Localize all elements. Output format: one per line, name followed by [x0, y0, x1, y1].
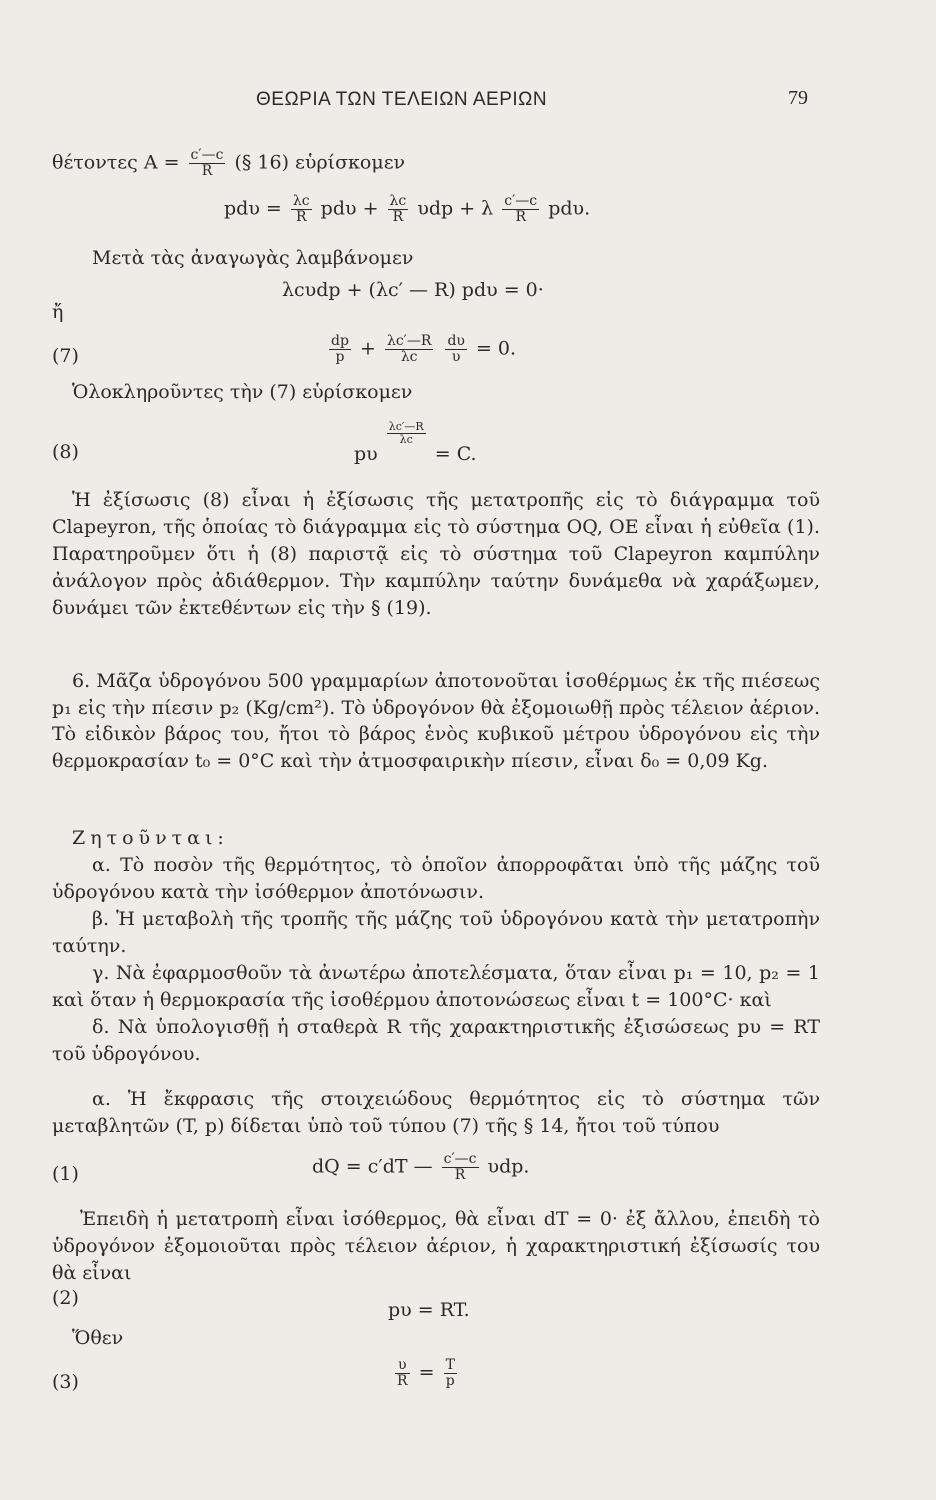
fraction	[445, 334, 466, 365]
equation-line	[224, 194, 590, 225]
text: pdυ =	[224, 197, 282, 220]
fraction	[442, 1152, 479, 1183]
exponent-fraction	[387, 421, 426, 446]
text: = 0.	[475, 337, 517, 360]
denominator: R	[397, 1373, 408, 1389]
denominator: λc	[400, 349, 418, 365]
numerator: dυ	[447, 333, 465, 349]
fraction	[444, 1358, 457, 1389]
text-line: Ὁλοκληροῦντες τὴν (7) εὑρίσκομεν	[72, 381, 413, 403]
numerator: λc	[292, 193, 310, 209]
question-d: δ. Νὰ ὑπολογισθῇ ἡ σταθερὰ R τῆς χαρακτηριστικῆς ἐξισώσεως pυ = RT τοῦ ὑδρογόνου.	[52, 1016, 820, 1065]
equation-number: (8)	[52, 441, 79, 463]
equation-number: (7)	[52, 345, 79, 367]
numerator: c′—c	[190, 147, 224, 163]
denominator: p	[335, 349, 345, 365]
text: θέτοντες A =	[52, 151, 180, 174]
equation-line	[354, 419, 477, 465]
denominator: p	[445, 1373, 455, 1389]
text: pdυ +	[320, 197, 379, 220]
section-label: Ζητοῦνται:	[72, 827, 229, 849]
text: pυ	[354, 443, 378, 465]
text: +	[359, 337, 376, 360]
text: (§ 16) εὑρίσκομεν	[234, 151, 406, 174]
page-number: 79	[788, 87, 808, 109]
text: = C.	[434, 443, 477, 465]
denominator: R	[392, 209, 404, 225]
numerator: c′—c	[443, 1151, 477, 1167]
fraction	[329, 334, 351, 365]
equation-line: pυ = RT.	[388, 1299, 470, 1321]
fraction	[385, 334, 433, 365]
denominator: R	[295, 209, 307, 225]
paragraph: Ἡ ἐξίσωσις (8) εἶναι ἡ ἐξίσωσις τῆς μετατροπῆς εἰς τὸ διάγραμμα τοῦ Clapeyron, τῆς ὁποίας τὸ διάγραμμα εἰς τὸ σύστημα OQ, OE εἶναι ἡ εὐθεῖα (1). Παρατηροῦμεν ὅτι ἡ (8) παριστᾷ εἰς τὸ σύστημα τοῦ Clapeyron καμπύλην ἀνάλογον πρὸς ἀδιάθερμον. Τὴν καμπύλην ταύτην δυνάμεθα νὰ χαράξωμεν, δυνάμει τῶν ἐκτεθέντων εἰς τὴν § (19).	[52, 489, 820, 619]
equation-line	[392, 1358, 460, 1389]
fraction	[291, 194, 312, 225]
equation-number: (3)	[52, 1371, 79, 1393]
fraction	[189, 148, 226, 179]
text: pdυ.	[548, 197, 591, 220]
numerator: λc′—R	[386, 333, 432, 349]
denominator: υ	[451, 349, 461, 365]
numerator: λc′—R	[388, 419, 424, 433]
fraction	[502, 194, 539, 225]
equation-line	[326, 334, 516, 365]
equation-number: (1)	[52, 1163, 79, 1185]
text: =	[418, 1361, 435, 1384]
fraction	[388, 194, 409, 225]
paragraph: Ἐπειδὴ ἡ μετατροπὴ εἶναι ἰσόθερμος, θὰ εἶναι dT = 0· ἐξ ἄλλου, ἐπειδὴ τὸ ὑδρογόνον ἐξομοιοῦται πρὸς τέλειον ἀέριον, ἡ χαρακτηριστική ἐξίσωσίς του θὰ εἶναι	[52, 1208, 820, 1284]
question-c: γ. Νὰ ἐφαρμοσθοῦν τὰ ἀνωτέρω ἀποτελέσματα, ὅταν εἶναι p₁ = 10, p₂ = 1 καὶ ὅταν ἡ θερμοκρασία τῆς ἰσοθέρμου ἀποτονώσεως εἶναι t = 100°C· καὶ	[52, 962, 820, 1011]
numerator: T	[445, 1357, 455, 1373]
text: dQ = c′dT —	[312, 1155, 433, 1178]
paragraph: 6. Μᾶζα ὑδρογόνου 500 γραμμαρίων ἀποτονοῦται ἰσοθέρμως ἐκ τῆς πιέσεως p₁ εἰς τὴν πίεσιν p₂ (Kg/cm²). Τὸ ὑδρογόνον θὰ ἐξομοιωθῇ πρὸς τέλειον ἀέριον. Τὸ εἰδικὸν βάρος του, ἤτοι τὸ βάρος ἑνὸς κυβικοῦ μέτρου ὑδρογόνου εἰς τὴν θερμοκρασίαν t₀ = 0°C καὶ τὴν ἀτμοσφαιρικὴν πίεσιν, εἶναι δ₀ = 0,09 Kg.	[52, 670, 820, 772]
equation-number: (2)	[52, 1287, 79, 1309]
denominator: R	[454, 1167, 466, 1183]
fraction	[395, 1358, 410, 1389]
text: υdp.	[487, 1155, 530, 1178]
denominator: R	[201, 163, 213, 179]
answer-a: α. Ἡ ἔκφρασις τῆς στοιχειώδους θερμότητος εἰς τὸ σύστημα τῶν μεταβλητῶν (T, p) δίδεται ὑπὸ τοῦ τύπου (7) τῆς § 14, ἤτοι τοῦ τύπου	[52, 1088, 820, 1137]
question-b: β. Ἡ μεταβολὴ τῆς τροπῆς τῆς μάζης τοῦ ὑδρογόνου κατὰ τὴν μετατροπὴν ταύτην.	[52, 908, 820, 957]
numerator: c′—c	[504, 193, 538, 209]
denominator: R	[515, 209, 526, 225]
numerator: dp	[331, 333, 349, 349]
text-line: Μετὰ τὰς ἀναγωγὰς λαμβάνομεν	[92, 247, 414, 269]
numerator: υ	[395, 1358, 410, 1374]
question-a: α. Τὸ ποσὸν τῆς θερμότητος, τὸ ὁποῖον ἀπορροφᾶται ὑπὸ τῆς μάζης τοῦ ὑδρογόνου κατὰ τὴν ἰσόθερμον ἀποτόνωσιν.	[52, 854, 820, 903]
numerator: λc	[389, 193, 407, 209]
equation-line: λcυdp + (λc′ — R) pdυ = 0·	[282, 279, 544, 301]
text: υdp + λ	[417, 197, 494, 220]
text-line	[52, 148, 405, 179]
equation-line	[312, 1152, 529, 1183]
text-line: ἤ	[52, 301, 64, 323]
denominator: λc	[399, 432, 413, 446]
text-line: Ὅθεν	[72, 1327, 124, 1349]
running-header: ΘΕΩΡΙΑ ΤΩΝ ΤΕΛΕΙΩΝ ΑΕΡΙΩΝ	[256, 89, 548, 110]
